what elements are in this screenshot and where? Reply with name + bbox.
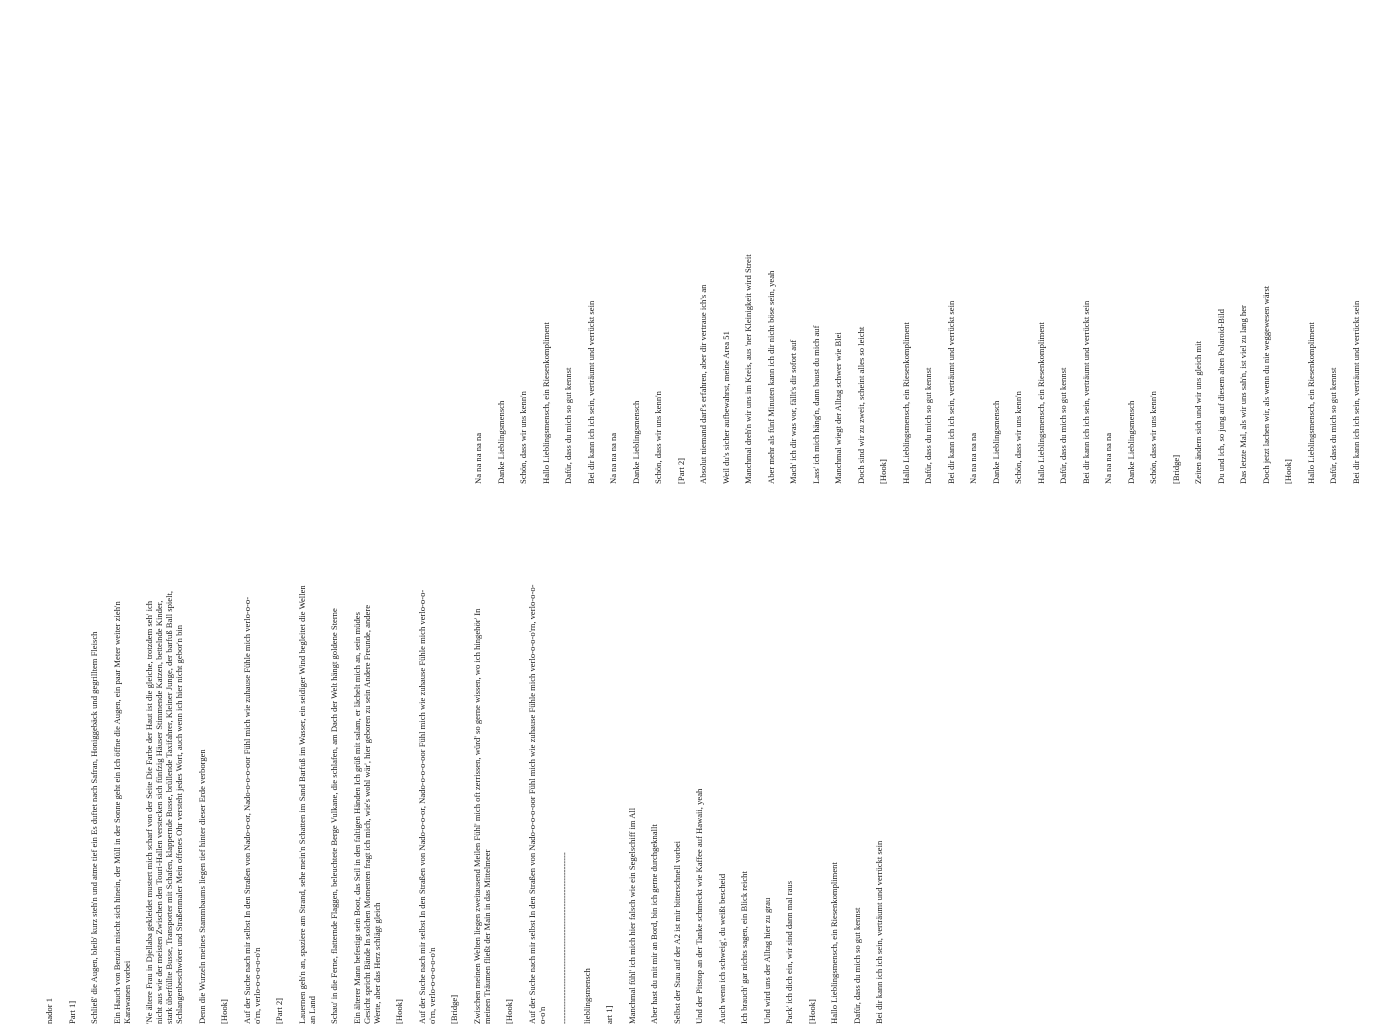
- right-column-line: Danke Lieblingsmensch: [1125, 400, 1136, 484]
- right-column-line: Bei dir kann ich ich sein, verträumt und verrückt sein: [585, 300, 596, 484]
- left-column-line: [Part 2]: [274, 997, 284, 1024]
- left-column-line: Manchmal fühl' ich mich hier falsch wie ein Segelschiff im All: [626, 807, 637, 1024]
- right-column-line: Na na na na na: [968, 432, 978, 484]
- right-column-line: Bei dir kann ich ich sein, verträumt und verrückt sein: [945, 300, 956, 484]
- right-column-line: Danke Lieblingsmensch: [495, 400, 506, 484]
- left-column-line: Denn die Wurzeln meines Stammbaums liegen tief hinter dieser Erde verborgen: [196, 749, 207, 1024]
- left-column-line: Part 1]: [66, 1000, 77, 1024]
- right-column-line: Bei dir kann ich ich sein, verträumt und verrückt sein: [1350, 300, 1361, 484]
- right-column-line: Hallo Lieblingsmensch, ein Riesenkompliment: [900, 322, 911, 484]
- right-lyrics-column: [473, 154, 1373, 484]
- left-column-line: Aber hast du mit mir an Bord, bin ich gerne durchgeknallt: [649, 824, 659, 1024]
- right-column-line: Schön, dass wir uns kenn'n: [518, 391, 528, 484]
- left-column-line: Ein Hauch von Benzin mischt sich hinein, der Müll in der Sonne geht ein Ich öffne die Augen, ein paar Meter weiter zieh'n Karawanen vorbei: [111, 601, 132, 1024]
- left-column-line: Schließ' die Augen, bleib' kurz steh'n und atme tief ein Es duftet nach Safran, Honiggebäck und gegrilltem Fleisch: [89, 631, 99, 1024]
- right-column-line: Schön, dass wir uns kenn'n: [1013, 391, 1023, 484]
- right-column-line: Lass' ich mich häng'n, dann baust du mich auf: [810, 325, 821, 484]
- left-column-line: [Hook]: [394, 999, 404, 1024]
- left-column-line: art 1]: [604, 1005, 614, 1024]
- right-column-line: Das letzte Mal, als wir uns sah'n, ist viel zu lang her: [1238, 305, 1248, 484]
- left-column-line: Bei dir kann ich ich sein, verträumt und verrückt sein: [874, 840, 884, 1024]
- left-column-line: Auf der Suche nach mir selbst In den Straßen von Nado-o-o-or, Nado-o-o-o-oor Fühl mich wie zuhause Fühle mich verlo-o-o-o'rn, verlo-o-o-o-o-o'n: [416, 589, 437, 1024]
- left-column-line: nador 1: [44, 997, 54, 1024]
- right-column-line: Du und ich, so jung auf diesem alten Polaroid-Bild: [1215, 309, 1226, 484]
- right-column-line: Mach' ich dir was vor, fällt's dir sofort auf: [788, 339, 798, 484]
- right-column-line: [Hook]: [1283, 459, 1293, 484]
- right-column-line: Doch sind wir zu zweit, scheint alles so leicht: [855, 326, 866, 484]
- right-column-line: Hallo Lieblingsmensch, ein Riesenkompliment: [1305, 322, 1316, 484]
- right-column-line: Weil du's sicher aufbewahrst, meine Area 51: [720, 331, 731, 484]
- left-column-line: Lauernen geh'n an, spaziere am Strand, sehe mein'n Schatten im Sand Barfuß im Wasser, ein seidiger Wind begleitet die Wellen an Land: [296, 585, 317, 1024]
- right-column-line: Doch jetzt lachen wir, als wenn du nie weggewesen wärst: [1260, 285, 1271, 484]
- left-lyrics-column: [44, 584, 897, 1024]
- left-column-line: Dafür, dass du mich so gut kennst: [851, 907, 862, 1024]
- left-column-line: [Hook]: [504, 999, 514, 1024]
- right-column-line: Manchmal wiegt der Alltag schwer wie Blei: [833, 332, 843, 484]
- right-column-line: Dafür, dass du mich so gut kennst: [923, 367, 933, 484]
- right-column-line: Absolut niemand darf's erfahren, aber dir vertraue ich's an: [698, 284, 708, 484]
- left-column-line: Und der Pitstop an der Tanke schmeckt wie Kaffee auf Hawaii, yeah: [694, 788, 704, 1024]
- right-column-line: Dafür, dass du mich so gut kennst: [563, 367, 573, 484]
- left-column-line: Zwischen meinen Welten liegen zweitausend Meilen Fühl' mich oft zerrissen, würd' so gerne wissen, wo ich hingehör' In meinen Träumen fließt der Main in das Mittelmeer: [471, 608, 492, 1024]
- left-column-line: Und wird uns der Alltag hier zu grau: [761, 897, 772, 1024]
- right-column-line: Manchmal dreh'n wir uns im Kreis, aus 'ner Kleinigkeit wird Streit: [743, 254, 753, 484]
- right-column-line: Na na na na na: [1103, 432, 1113, 484]
- left-column-line: Hallo Lieblingsmensch, ein Riesenkompliment: [829, 862, 839, 1024]
- left-column-line: Selbst der Stau auf der A2 ist mir bitterschnell vorbei: [671, 840, 682, 1024]
- right-column-line: Aber mehr als fünf Minuten kann ich dir nicht böse sein, yeah: [765, 270, 776, 484]
- right-column-line: Danke Lieblingsmensch: [630, 400, 641, 484]
- left-column-line: Ein älterer Mann befestigt sein Boot, das Seil in den faltigen Händen Ich grüß mit salam, er lächelt mich an, sein müdes Gesicht spricht Bände In solchen Momenten fragt ich mich, wie's wohl wär', hier geboren zu sein Andere Freunde, andere Werte, aber das Herz schlägt gleich: [351, 604, 382, 1024]
- right-column-line: Schön, dass wir uns kenn'n: [653, 391, 663, 484]
- right-column-line: [Part 2]: [675, 457, 686, 484]
- right-column-line: Na na na na na: [473, 432, 483, 484]
- right-column-line: [Hook]: [878, 459, 888, 484]
- left-column-line: 'Ne ältere Frau in Djellaba gekleidet mustert mich scharf von der Seite Die Farbe der Haut ist die gleiche, trotzdem seh' ich nicht aus wie der meisten Zwischen den Touri-Hallen verstecken sich fünfzig Häuser Stimmende Katzen, bettelnde Kinder, stark überfüllte Busse, Transporter mit Schafen, klappernde Busse, brüllende Taxifahrer, Kleiner Junge, der barfuß Ball spielt, Schlangenbeschwörer und Straßenmaler Mein offenes Ohr versteht jedes Wort, auch wenn ich hier nicht gebor'n bin: [144, 590, 184, 1024]
- right-column-line: Schön, dass wir uns kenn'n: [1148, 391, 1158, 484]
- left-column-line: Auch wenn ich schweig', du weißt bescheid: [716, 873, 727, 1024]
- left-column-line: Pack' ich dich ein, wir sind dann mal raus: [784, 880, 794, 1024]
- right-column-line: Zeiten ändern sich und wir uns gleich mit: [1193, 341, 1203, 484]
- right-column-line: Dafür, dass du mich so gut kennst: [1328, 367, 1338, 484]
- right-column-line: Hallo Lieblingsmensch, ein Riesenkompliment: [1035, 322, 1046, 484]
- left-column-line: Schau' in die Ferne, flatternde Flaggen, beleuchtete Berge Vulkane, die schlafen, am Dach der Welt hängt goldene Sterne: [329, 608, 339, 1024]
- left-column-line: Ich brauch' gar nichts sagen, ein Blick reicht: [739, 871, 749, 1024]
- left-column-line: Auf der Suche nach mir selbst In den Straßen von Nado-o-or, Nado-o-o-o-oor Fühl mich wie zuhause Fühle mich verlo-o-o-o'rn, verlo-o-o-o-o-o'n: [241, 596, 262, 1024]
- left-column-line: lieblingsmensch: [581, 968, 592, 1024]
- right-column-line: Bei dir kann ich ich sein, verträumt und verrückt sein: [1080, 300, 1091, 484]
- left-column-line: [Hook]: [806, 999, 817, 1024]
- left-column-line: ------------------------------------------------------------: [559, 852, 569, 1024]
- right-column-line: Hallo Lieblingsmensch, ein Riesenkompliment: [540, 322, 551, 484]
- left-column-line: [Bridge]: [449, 994, 459, 1024]
- left-column-line: [Hook]: [219, 999, 229, 1024]
- left-column-line: Auf der Suche nach mir selbst In den Straßen von Nado-o-o-o-oor Fühl mich wie zuhause Fühle mich verlo-o-o-o'rn, verlo-o-o-o-o'n: [526, 584, 547, 1024]
- right-column-line: Danke Lieblingsmensch: [990, 400, 1001, 484]
- right-column-line: Dafür, dass du mich so gut kennst: [1058, 367, 1068, 484]
- right-column-line: Na na na na na: [608, 432, 618, 484]
- right-column-line: [Bridge]: [1170, 454, 1181, 484]
